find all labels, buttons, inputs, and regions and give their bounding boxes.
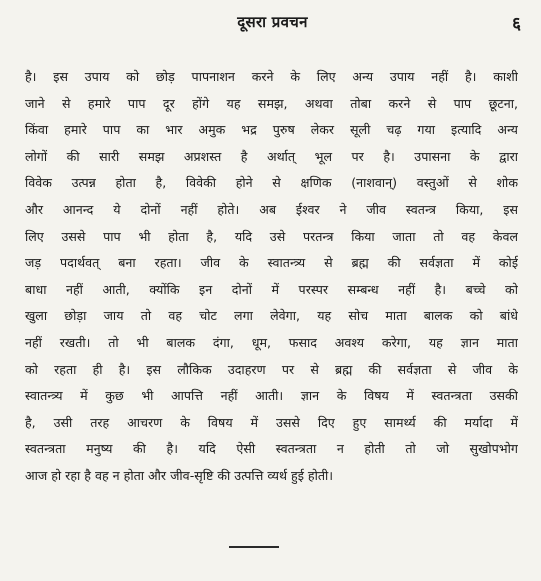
page-number: ६ [512, 14, 521, 34]
text-line: जड़ पदार्थवत् बना रहता। जीव के स्वातन्त्र्य से ब्रह्म की सर्वज्ञता में कोई [25, 255, 518, 271]
text-line: जाने से हमारे पाप दूर होंगे यह समझ, अथवा तोबा करने से पाप छूटना, [25, 95, 518, 111]
text-line: नहीं रखती। तो भी बालक दंगा, धूम, फसाद अवश्य करेगा, यह ज्ञान माता [25, 334, 518, 350]
text-line: स्वतन्त्रता मनुष्य की है। यदि ऐसी स्वतन्त्रता न होती तो जो सुखोपभोग [25, 441, 518, 457]
text-line: है, उसी तरह आचरण के विषय में उससे दिए हुए सामर्थ्य की मर्यादा में [25, 414, 518, 430]
text-line: किंवा हमारे पाप का भार अमुक भद्र पुरुष लेकर सूली चढ़ गया इत्यादि अन्य [25, 122, 518, 138]
text-line: और आनन्द ये दोनों नहीं होते। अब ईश्वर ने जीव स्वतन्त्र किया, इस [25, 201, 518, 217]
text-line: है। इस उपाय को छोड़ पापनाशन करने के लिए अन्य उपाय नहीं है। काशी [25, 69, 518, 84]
body-text [25, 64, 518, 490]
running-head [24, 12, 521, 38]
text-line: खुला छोड़ा जाय तो वह चोट लगा लेवेगा, यह सोच माता बालक को बांधे [25, 308, 518, 324]
chapter-title: दूसरा प्रवचन [237, 13, 308, 31]
text-line: विवेक उत्पन्न होता है, विवेकी होने से क्षणिक (नाशवान्) वस्तुओं से शोक [25, 175, 518, 191]
text-line: बाधा नहीं आती, क्योंकि इन दोनों में परस्पर सम्बन्ध नहीं है। बच्चे को [25, 281, 518, 297]
text-line: को रहता ही है। इस लौकिक उदाहरण पर से ब्रह्म की सर्वज्ञता से जीव के [25, 361, 518, 377]
text-line-last: आज हो रहा है वह न होता और जीव-सृष्टि की उत्पत्ति व्यर्थ हुई होती। [25, 467, 334, 483]
text-line: लिए उससे पाप भी होता है, यदि उसे परतन्त्र किया जाता तो वह केवल [25, 228, 518, 244]
text-line: स्वातन्त्र्य में कुछ भी आपत्ति नहीं आती। ज्ञान के विषय में स्वतन्त्रता उसकी [25, 388, 518, 404]
text-line: लोगों की सारी समझ अप्रशस्त है अर्थात् भूल पर है। उपासना के द्वारा [25, 148, 518, 164]
section-end-rule [229, 546, 279, 548]
